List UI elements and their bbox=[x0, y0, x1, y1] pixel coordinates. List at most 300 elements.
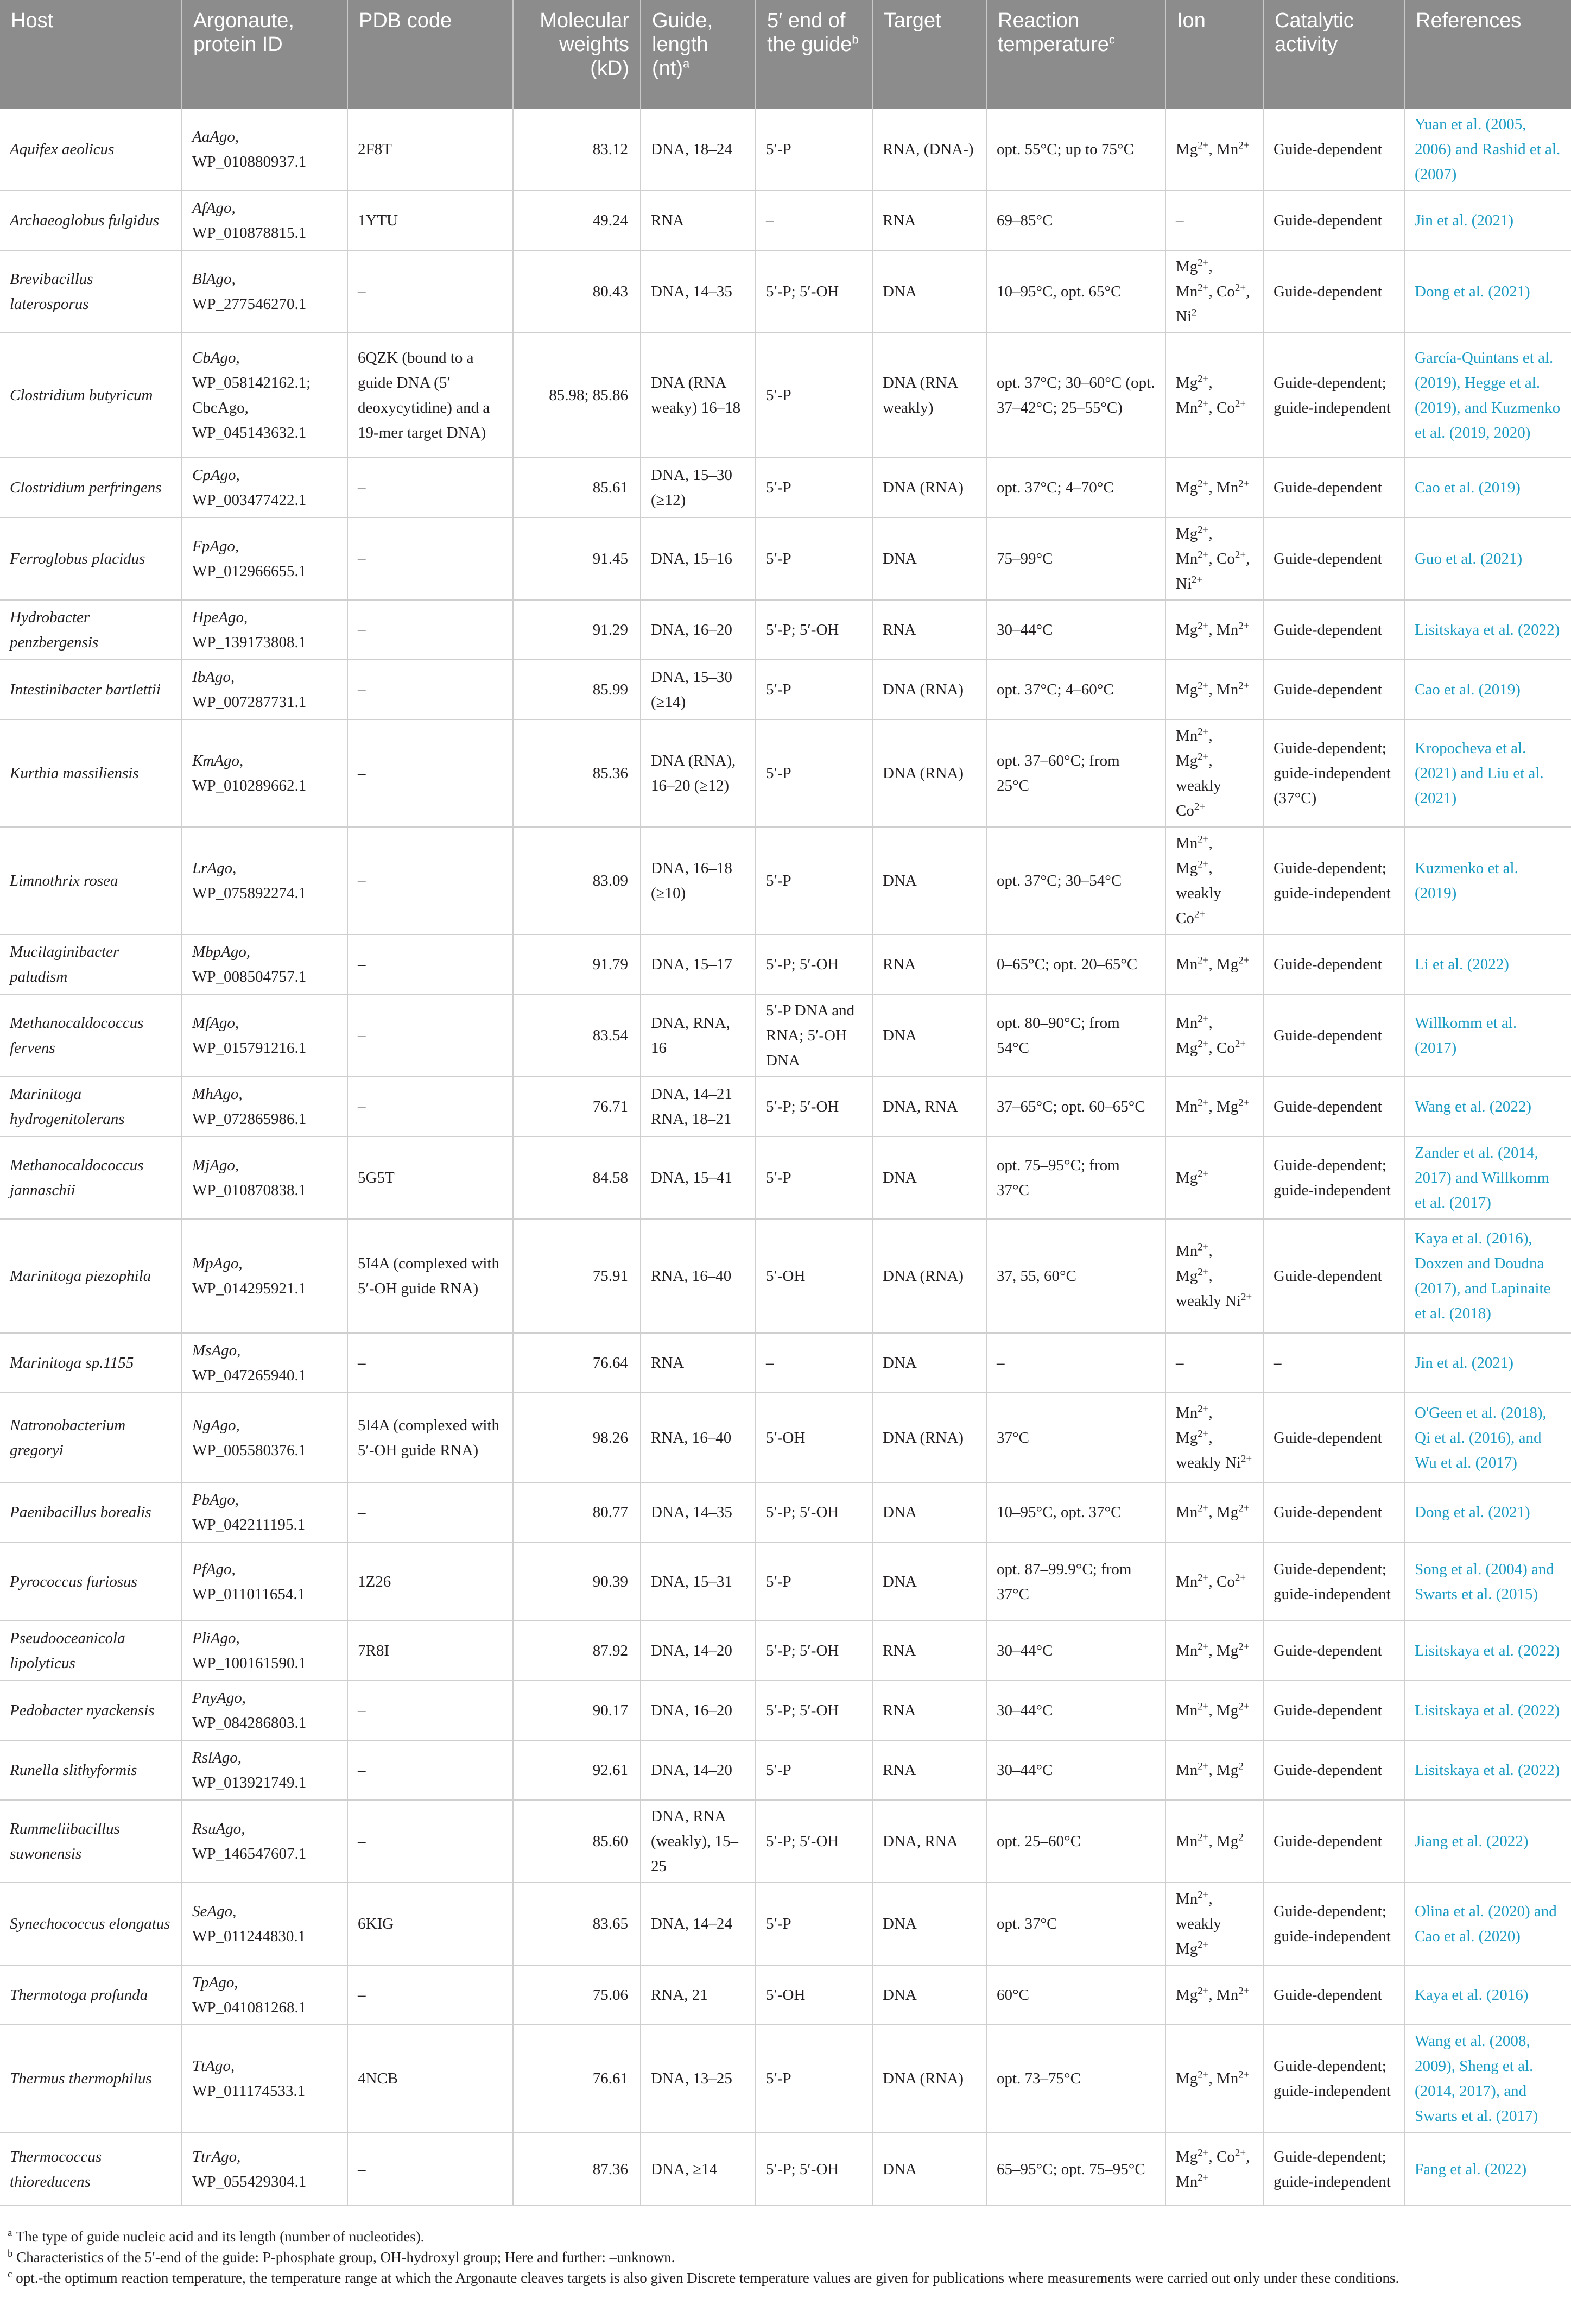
cell-ref[interactable]: Willkomm et al. (2017) bbox=[1404, 994, 1571, 1077]
cell-argonaute bbox=[182, 1482, 347, 1542]
cell-ref[interactable]: Lisitskaya et al. (2022) bbox=[1404, 1621, 1571, 1681]
cell-argonaute bbox=[182, 600, 347, 660]
cell-pdb: – bbox=[347, 660, 513, 719]
cell-host: Runella slithyformis bbox=[0, 1740, 182, 1800]
protein-id: WP_047265940.1 bbox=[192, 1367, 307, 1384]
cell-mw: 91.29 bbox=[513, 600, 641, 660]
cell-target: DNA bbox=[872, 517, 986, 600]
cell-ref[interactable]: Wang et al. (2022) bbox=[1404, 1077, 1571, 1136]
cell-guide: DNA, 15–41 bbox=[641, 1136, 756, 1219]
cell-cat: Guide-dependent bbox=[1263, 1965, 1404, 2025]
protein-id: WP_075892274.1 bbox=[192, 885, 307, 902]
cell-ref[interactable]: Dong et al. (2021) bbox=[1404, 1482, 1571, 1542]
cell-end: 5′-P bbox=[756, 1740, 872, 1800]
footnotes bbox=[8, 2226, 1560, 2288]
cell-cat: Guide-dependent bbox=[1263, 1219, 1404, 1333]
cell-end: 5′-P bbox=[756, 1883, 872, 1965]
ago-name: PliAgo, bbox=[192, 1630, 240, 1647]
cell-pdb: 5I4A (complexed with 5′-OH guide RNA) bbox=[347, 1219, 513, 1333]
cell-guide: DNA, 15–30 (≥14) bbox=[641, 660, 756, 719]
header-target: Target bbox=[872, 0, 986, 109]
cell-ref[interactable]: Fang et al. (2022) bbox=[1404, 2132, 1571, 2206]
cell-guide: RNA bbox=[641, 191, 756, 250]
ago-name: CbAgo, bbox=[192, 349, 240, 367]
cell-cat: Guide-dependent bbox=[1263, 458, 1404, 517]
ago-name: MbpAgo, bbox=[192, 943, 251, 961]
cell-cat: Guide-dependent bbox=[1263, 517, 1404, 600]
cell-temp: opt. 55°C; up to 75°C bbox=[986, 109, 1165, 191]
cell-ion: $Mn^{2+}$, $Co^{2+}$ bbox=[1165, 1542, 1263, 1621]
cell-host: Clostridium butyricum bbox=[0, 333, 182, 458]
cell-host: Marinitoga piezophila bbox=[0, 1219, 182, 1333]
cell-ref[interactable]: Kaya et al. (2016), Doxzen and Doudna (2017), and Lapinaite et al. (2018) bbox=[1404, 1219, 1571, 1333]
cell-cat: Guide-dependent; guide-independent bbox=[1263, 2025, 1404, 2132]
cell-pdb: – bbox=[347, 934, 513, 994]
footnote bbox=[8, 2226, 1560, 2247]
cell-target: RNA bbox=[872, 1621, 986, 1681]
cell-pdb: 5I4A (complexed with 5′-OH guide RNA) bbox=[347, 1393, 513, 1482]
cell-ion: $Mn^{2+}$, Mg$^2$ bbox=[1165, 1800, 1263, 1883]
cell-pdb: – bbox=[347, 517, 513, 600]
cell-ion: $Mg^{2+}$, $Mn^{2+}$ bbox=[1165, 1965, 1263, 2025]
cell-mw: 84.58 bbox=[513, 1136, 641, 1219]
cell-mw: 87.92 bbox=[513, 1621, 641, 1681]
cell-argonaute bbox=[182, 1219, 347, 1333]
cell-argonaute bbox=[182, 1883, 347, 1965]
protein-id: WP_055429304.1 bbox=[192, 2173, 307, 2190]
header-guide: Guide, length (nt)$^a$ bbox=[641, 0, 756, 109]
cell-host: Thermococcus thioreducens bbox=[0, 2132, 182, 2206]
cell-argonaute bbox=[182, 1393, 347, 1482]
cell-ref[interactable]: Jin et al. (2021) bbox=[1404, 1333, 1571, 1393]
cell-pdb: – bbox=[347, 719, 513, 827]
cell-ref[interactable]: García-Quintans et al. (2019), Hegge et al. (2019), and Kuzmenko et al. (2019, 2020) bbox=[1404, 333, 1571, 458]
cell-host: Ferroglobus placidus bbox=[0, 517, 182, 600]
cell-temp: – bbox=[986, 1333, 1165, 1393]
cell-host: Thermotoga profunda bbox=[0, 1965, 182, 2025]
table-row bbox=[0, 994, 1571, 1077]
ago-name: AaAgo, bbox=[192, 128, 239, 146]
cell-temp: opt. 75–95°C; from 37°C bbox=[986, 1136, 1165, 1219]
cell-cat: Guide-dependent; guide-independent (37°C) bbox=[1263, 719, 1404, 827]
table-row bbox=[0, 1333, 1571, 1393]
protein-id: WP_003477422.1 bbox=[192, 491, 307, 509]
cell-target: RNA bbox=[872, 600, 986, 660]
protein-id: WP_005580376.1 bbox=[192, 1441, 307, 1459]
cell-target: DNA (RNA) bbox=[872, 2025, 986, 2132]
cell-target: DNA bbox=[872, 2132, 986, 2206]
cell-pdb: – bbox=[347, 1482, 513, 1542]
cell-ion: $Mn^{2+}$, $Mg^{2+}$ bbox=[1165, 1482, 1263, 1542]
cell-temp: 30–44°C bbox=[986, 600, 1165, 660]
cell-cat: Guide-dependent; guide-independent bbox=[1263, 333, 1404, 458]
cell-ion: $Mg^{2+}$, $Mn^{2+}$, $Co^{2+}$, $Ni^{2+}$ bbox=[1165, 517, 1263, 600]
cell-temp: opt. 37°C bbox=[986, 1883, 1165, 1965]
cell-mw: 85.99 bbox=[513, 660, 641, 719]
ago-name: LrAgo, bbox=[192, 860, 237, 877]
cell-mw: 83.12 bbox=[513, 109, 641, 191]
cell-temp: 0–65°C; opt. 20–65°C bbox=[986, 934, 1165, 994]
cell-ref[interactable]: Jiang et al. (2022) bbox=[1404, 1800, 1571, 1883]
cell-pdb: 6QZK (bound to a guide DNA (5′ deoxycytidine) and a 19-mer target DNA) bbox=[347, 333, 513, 458]
cell-end: 5′-P; 5′-OH bbox=[756, 1482, 872, 1542]
cell-cat: Guide-dependent; guide-independent bbox=[1263, 827, 1404, 934]
cell-target: DNA (RNA) bbox=[872, 458, 986, 517]
cell-guide: DNA, 16–20 bbox=[641, 1681, 756, 1740]
cell-ref[interactable]: Cao et al. (2019) bbox=[1404, 660, 1571, 719]
cell-ion: $Mg^{2+}$, $Co^{2+}$, $Mn^{2+}$ bbox=[1165, 2132, 1263, 2206]
ago-name: IbAgo, bbox=[192, 668, 235, 686]
cell-end: 5′-OH bbox=[756, 1393, 872, 1482]
table-row bbox=[0, 517, 1571, 600]
protein-id: WP_011011654.1 bbox=[192, 1585, 306, 1603]
cell-cat: Guide-dependent bbox=[1263, 934, 1404, 994]
cell-mw: 85.60 bbox=[513, 1800, 641, 1883]
cell-temp: opt. 73–75°C bbox=[986, 2025, 1165, 2132]
footnote-mark: c bbox=[8, 2269, 12, 2280]
cell-cat: Guide-dependent bbox=[1263, 109, 1404, 191]
cell-ion: $Mn^{2+}$, $Mg^{2+}$ bbox=[1165, 1621, 1263, 1681]
cell-guide: DNA, ≥14 bbox=[641, 2132, 756, 2206]
cell-end: 5′-P; 5′-OH bbox=[756, 1681, 872, 1740]
cell-target: DNA bbox=[872, 1136, 986, 1219]
protein-id: WP_042211195.1 bbox=[192, 1516, 306, 1533]
cell-argonaute bbox=[182, 2025, 347, 2132]
cell-end: 5′-P bbox=[756, 719, 872, 827]
cell-target: RNA, (DNA-) bbox=[872, 109, 986, 191]
header-row bbox=[0, 0, 1571, 109]
cell-temp: opt. 37°C; 4–70°C bbox=[986, 458, 1165, 517]
cell-cat: Guide-dependent; guide-independent bbox=[1263, 1136, 1404, 1219]
cell-guide: DNA, 15–31 bbox=[641, 1542, 756, 1621]
cell-host: Thermus thermophilus bbox=[0, 2025, 182, 2132]
cell-host: Paenibacillus borealis bbox=[0, 1482, 182, 1542]
protein-id: WP_007287731.1 bbox=[192, 693, 307, 711]
cell-host: Pedobacter nyackensis bbox=[0, 1681, 182, 1740]
cell-argonaute bbox=[182, 517, 347, 600]
cell-host: Archaeoglobus fulgidus bbox=[0, 191, 182, 250]
cell-guide: DNA, 14–35 bbox=[641, 250, 756, 333]
cell-ion: $Mn^{2+}$, $Mg^{2+}$, $Co^{2+}$ bbox=[1165, 994, 1263, 1077]
cell-guide: DNA, 15–17 bbox=[641, 934, 756, 994]
cell-end: 5′-P DNA and RNA; 5′-OH DNA bbox=[756, 994, 872, 1077]
ago-name: PfAgo, bbox=[192, 1560, 236, 1578]
cell-guide: DNA, RNA (weakly), 15–25 bbox=[641, 1800, 756, 1883]
cell-ref[interactable]: Olina et al. (2020) and Cao et al. (2020) bbox=[1404, 1883, 1571, 1965]
table-row bbox=[0, 1740, 1571, 1800]
cell-host: Pseudooceanicola lipolyticus bbox=[0, 1621, 182, 1681]
cell-mw: 85.36 bbox=[513, 719, 641, 827]
cell-mw: 80.43 bbox=[513, 250, 641, 333]
cell-ion: $Mn^{2+}$, $Mg^{2+}$, weakly $Ni^{2+}$ bbox=[1165, 1219, 1263, 1333]
cell-ref[interactable]: Kaya et al. (2016) bbox=[1404, 1965, 1571, 2025]
cell-guide: DNA, 14–35 bbox=[641, 1482, 756, 1542]
cell-ref[interactable]: O'Geen et al. (2018), Qi et al. (2016), and Wu et al. (2017) bbox=[1404, 1393, 1571, 1482]
cell-guide: RNA, 21 bbox=[641, 1965, 756, 2025]
protein-id: WP_012966655.1 bbox=[192, 563, 307, 580]
cell-ion: $Mg^{2+}$, $Mn^{2+}$ bbox=[1165, 660, 1263, 719]
cell-end: – bbox=[756, 1333, 872, 1393]
cell-ion: $Mn^{2+}$, $Mg^{2+}$, weakly $Co^{2+}$ bbox=[1165, 719, 1263, 827]
ago-name: PbAgo, bbox=[192, 1491, 239, 1508]
table-row bbox=[0, 660, 1571, 719]
cell-argonaute bbox=[182, 1333, 347, 1393]
cell-cat: – bbox=[1263, 1333, 1404, 1393]
table-row bbox=[0, 1621, 1571, 1681]
table-row bbox=[0, 2025, 1571, 2132]
cell-temp: opt. 37°C; 30–60°C (opt. 37–42°C; 25–55°C) bbox=[986, 333, 1165, 458]
cell-host: Methanocaldococcus jannaschii bbox=[0, 1136, 182, 1219]
ago-name: MpAgo, bbox=[192, 1255, 243, 1272]
cell-mw: 87.36 bbox=[513, 2132, 641, 2206]
table-row bbox=[0, 1393, 1571, 1482]
cell-ref[interactable]: Kropocheva et al. (2021) and Liu et al. (2021) bbox=[1404, 719, 1571, 827]
cell-mw: 85.61 bbox=[513, 458, 641, 517]
cell-end: 5′-P; 5′-OH bbox=[756, 934, 872, 994]
footnote-mark: a bbox=[8, 2227, 12, 2239]
ago-name: SeAgo, bbox=[192, 1903, 237, 1920]
cell-temp: 65–95°C; opt. 75–95°C bbox=[986, 2132, 1165, 2206]
cell-mw: 90.17 bbox=[513, 1681, 641, 1740]
cell-pdb: – bbox=[347, 458, 513, 517]
cell-target: DNA bbox=[872, 1333, 986, 1393]
header-references: References bbox=[1404, 0, 1571, 109]
cell-argonaute bbox=[182, 934, 347, 994]
cell-host: Aquifex aeolicus bbox=[0, 109, 182, 191]
cell-argonaute bbox=[182, 458, 347, 517]
cell-target: DNA bbox=[872, 1542, 986, 1621]
cell-end: 5′-P bbox=[756, 109, 872, 191]
cell-pdb: – bbox=[347, 1681, 513, 1740]
table-row bbox=[0, 109, 1571, 191]
cell-end: 5′-P; 5′-OH bbox=[756, 2132, 872, 2206]
protein-id: WP_058142162.1; CbcAgo, WP_045143632.1 bbox=[192, 374, 311, 441]
cell-temp: opt. 80–90°C; from 54°C bbox=[986, 994, 1165, 1077]
cell-mw: 85.98; 85.86 bbox=[513, 333, 641, 458]
cell-ref[interactable]: Guo et al. (2021) bbox=[1404, 517, 1571, 600]
cell-end: 5′-P bbox=[756, 660, 872, 719]
table-row bbox=[0, 1482, 1571, 1542]
cell-argonaute bbox=[182, 719, 347, 827]
protein-id: WP_277546270.1 bbox=[192, 295, 307, 313]
cell-pdb: – bbox=[347, 1800, 513, 1883]
footnote-mark: b bbox=[8, 2248, 13, 2259]
cell-cat: Guide-dependent bbox=[1263, 1800, 1404, 1883]
cell-pdb: – bbox=[347, 994, 513, 1077]
protein-id: WP_010289662.1 bbox=[192, 777, 307, 794]
cell-guide: RNA, 16–40 bbox=[641, 1219, 756, 1333]
cell-mw: 49.24 bbox=[513, 191, 641, 250]
protein-id: WP_139173808.1 bbox=[192, 634, 307, 651]
cell-target: DNA bbox=[872, 827, 986, 934]
table-row bbox=[0, 1965, 1571, 2025]
cell-pdb: 5G5T bbox=[347, 1136, 513, 1219]
cell-cat: Guide-dependent bbox=[1263, 1393, 1404, 1482]
cell-ref[interactable]: Jin et al. (2021) bbox=[1404, 191, 1571, 250]
cell-target: RNA bbox=[872, 934, 986, 994]
cell-guide: DNA, 15–30 (≥12) bbox=[641, 458, 756, 517]
cell-temp: 37°C bbox=[986, 1393, 1165, 1482]
protein-id: WP_010880937.1 bbox=[192, 153, 307, 170]
footnote bbox=[8, 2247, 1560, 2268]
cell-mw: 76.61 bbox=[513, 2025, 641, 2132]
cell-ref[interactable]: Wang et al. (2008, 2009), Sheng et al. (2014, 2017), and Swarts et al. (2017) bbox=[1404, 2025, 1571, 2132]
cell-ref[interactable]: Li et al. (2022) bbox=[1404, 934, 1571, 994]
cell-guide: DNA (RNA weaky) 16–18 bbox=[641, 333, 756, 458]
cell-end: 5′-P; 5′-OH bbox=[756, 1621, 872, 1681]
footnote-text: Characteristics of the 5′-end of the guide: P-phosphate group, OH-hydroxyl group; Here and further: –unknown. bbox=[16, 2249, 675, 2265]
cell-host: Hydrobacter penzbergensis bbox=[0, 600, 182, 660]
ago-name: TpAgo, bbox=[192, 1974, 238, 1991]
ago-name: MjAgo, bbox=[192, 1157, 239, 1174]
ago-name: CpAgo, bbox=[192, 466, 240, 484]
cell-cat: Guide-dependent bbox=[1263, 1621, 1404, 1681]
ago-name: FpAgo, bbox=[192, 538, 239, 555]
cell-argonaute bbox=[182, 1965, 347, 2025]
table-row bbox=[0, 1136, 1571, 1219]
cell-temp: 75–99°C bbox=[986, 517, 1165, 600]
cell-pdb: 7R8I bbox=[347, 1621, 513, 1681]
cell-cat: Guide-dependent bbox=[1263, 660, 1404, 719]
protein-id: WP_084286803.1 bbox=[192, 1714, 307, 1732]
cell-ref[interactable]: Lisitskaya et al. (2022) bbox=[1404, 1681, 1571, 1740]
cell-guide: DNA, RNA, 16 bbox=[641, 994, 756, 1077]
cell-end: 5′-P bbox=[756, 2025, 872, 2132]
cell-target: RNA bbox=[872, 191, 986, 250]
protein-id: WP_072865986.1 bbox=[192, 1110, 307, 1128]
table-row bbox=[0, 600, 1571, 660]
cell-temp: opt. 37°C; 30–54°C bbox=[986, 827, 1165, 934]
cell-pdb: – bbox=[347, 1077, 513, 1136]
cell-ion: – bbox=[1165, 191, 1263, 250]
cell-ion: $Mg^{2+}$, $Mn^{2+}$ bbox=[1165, 600, 1263, 660]
cell-temp: opt. 37°C; 4–60°C bbox=[986, 660, 1165, 719]
cell-ion: $Mn^{2+}$, $Mg^{2+}$ bbox=[1165, 934, 1263, 994]
cell-target: DNA bbox=[872, 1482, 986, 1542]
cell-mw: 76.71 bbox=[513, 1077, 641, 1136]
table-row bbox=[0, 1219, 1571, 1333]
ago-name: TtAgo, bbox=[192, 2057, 235, 2075]
cell-pdb: – bbox=[347, 1333, 513, 1393]
cell-end: 5′-P; 5′-OH bbox=[756, 1077, 872, 1136]
cell-host: Limnothrix rosea bbox=[0, 827, 182, 934]
cell-target: DNA (RNA weakly) bbox=[872, 333, 986, 458]
cell-argonaute bbox=[182, 827, 347, 934]
ago-name: PnyAgo, bbox=[192, 1689, 246, 1707]
cell-guide: DNA, 16–20 bbox=[641, 600, 756, 660]
cell-ref[interactable]: Zander et al. (2014, 2017) and Willkomm et al. (2017) bbox=[1404, 1136, 1571, 1219]
cell-ref[interactable]: Lisitskaya et al. (2022) bbox=[1404, 600, 1571, 660]
cell-cat: Guide-dependent bbox=[1263, 1482, 1404, 1542]
ago-name: MhAgo, bbox=[192, 1085, 243, 1103]
cell-host: Mucilaginibacter paludism bbox=[0, 934, 182, 994]
cell-host: Rummeliibacillus suwonensis bbox=[0, 1800, 182, 1883]
cell-end: 5′-P; 5′-OH bbox=[756, 600, 872, 660]
cell-cat: Guide-dependent bbox=[1263, 1740, 1404, 1800]
cell-ref[interactable]: Yuan et al. (2005, 2006) and Rashid et al. (2007) bbox=[1404, 109, 1571, 191]
cell-ref[interactable]: Lisitskaya et al. (2022) bbox=[1404, 1740, 1571, 1800]
protein-id: WP_008504757.1 bbox=[192, 968, 307, 986]
footnote-text: The type of guide nucleic acid and its length (number of nucleotides). bbox=[15, 2228, 425, 2245]
ago-name: HpeAgo, bbox=[192, 609, 248, 626]
protein-id: WP_015791216.1 bbox=[192, 1039, 307, 1057]
cell-pdb: – bbox=[347, 250, 513, 333]
ago-name: RsuAgo, bbox=[192, 1820, 245, 1837]
cell-guide: DNA, 14–24 bbox=[641, 1883, 756, 1965]
cell-ion: $Mg^{2+}$, $Mn^{2+}$ bbox=[1165, 2025, 1263, 2132]
table-row bbox=[0, 719, 1571, 827]
cell-target: DNA (RNA) bbox=[872, 660, 986, 719]
footnote bbox=[8, 2268, 1560, 2288]
cell-host: Synechococcus elongatus bbox=[0, 1883, 182, 1965]
cell-pdb: – bbox=[347, 1965, 513, 2025]
cell-target: DNA (RNA) bbox=[872, 1219, 986, 1333]
cell-ref[interactable]: Song et al. (2004) and Swarts et al. (2015) bbox=[1404, 1542, 1571, 1621]
cell-argonaute bbox=[182, 333, 347, 458]
ago-name: RslAgo, bbox=[192, 1749, 242, 1766]
header-ion: Ion bbox=[1165, 0, 1263, 109]
cell-mw: 83.54 bbox=[513, 994, 641, 1077]
cell-host: Methanocaldococcus fervens bbox=[0, 994, 182, 1077]
cell-mw: 83.09 bbox=[513, 827, 641, 934]
protein-id: WP_146547607.1 bbox=[192, 1845, 307, 1862]
cell-ref[interactable]: Dong et al. (2021) bbox=[1404, 250, 1571, 333]
cell-argonaute bbox=[182, 660, 347, 719]
cell-end: 5′-P; 5′-OH bbox=[756, 250, 872, 333]
cell-ref[interactable]: Kuzmenko et al. (2019) bbox=[1404, 827, 1571, 934]
cell-temp: 30–44°C bbox=[986, 1681, 1165, 1740]
cell-end: 5′-P bbox=[756, 1542, 872, 1621]
header-temperature: Reaction temperature$^c$ bbox=[986, 0, 1165, 109]
header-pdb: PDB code bbox=[347, 0, 513, 109]
header-mw: Molecular weights (kD) bbox=[513, 0, 641, 109]
cell-pdb: 4NCB bbox=[347, 2025, 513, 2132]
cell-temp: 60°C bbox=[986, 1965, 1165, 2025]
cell-mw: 91.79 bbox=[513, 934, 641, 994]
cell-end: 5′-P bbox=[756, 517, 872, 600]
cell-cat: Guide-dependent bbox=[1263, 994, 1404, 1077]
cell-cat: Guide-dependent bbox=[1263, 600, 1404, 660]
cell-temp: opt. 87–99.9°C; from 37°C bbox=[986, 1542, 1165, 1621]
cell-cat: Guide-dependent; guide-independent bbox=[1263, 1542, 1404, 1621]
cell-cat: Guide-dependent; guide-independent bbox=[1263, 2132, 1404, 2206]
table-row bbox=[0, 333, 1571, 458]
cell-mw: 91.45 bbox=[513, 517, 641, 600]
cell-mw: 83.65 bbox=[513, 1883, 641, 1965]
cell-argonaute bbox=[182, 1542, 347, 1621]
cell-temp: 10–95°C, opt. 65°C bbox=[986, 250, 1165, 333]
header-catalytic: Catalytic activity bbox=[1263, 0, 1404, 109]
cell-target: DNA, RNA bbox=[872, 1077, 986, 1136]
cell-end: – bbox=[756, 191, 872, 250]
cell-argonaute bbox=[182, 1740, 347, 1800]
cell-ion: $Mg^{2+}$, $Mn^{2+}$ bbox=[1165, 109, 1263, 191]
cell-ref[interactable]: Cao et al. (2019) bbox=[1404, 458, 1571, 517]
cell-mw: 98.26 bbox=[513, 1393, 641, 1482]
cell-argonaute bbox=[182, 191, 347, 250]
cell-cat: Guide-dependent bbox=[1263, 1681, 1404, 1740]
cell-argonaute bbox=[182, 1621, 347, 1681]
cell-argonaute bbox=[182, 1800, 347, 1883]
cell-temp: opt. 37–60°C; from 25°C bbox=[986, 719, 1165, 827]
cell-pdb: – bbox=[347, 600, 513, 660]
table-row bbox=[0, 191, 1571, 250]
cell-guide: DNA, 14–20 bbox=[641, 1740, 756, 1800]
cell-pdb: 2F8T bbox=[347, 109, 513, 191]
cell-pdb: 1YTU bbox=[347, 191, 513, 250]
protein-id: WP_041081268.1 bbox=[192, 1999, 307, 2016]
cell-target: RNA bbox=[872, 1740, 986, 1800]
